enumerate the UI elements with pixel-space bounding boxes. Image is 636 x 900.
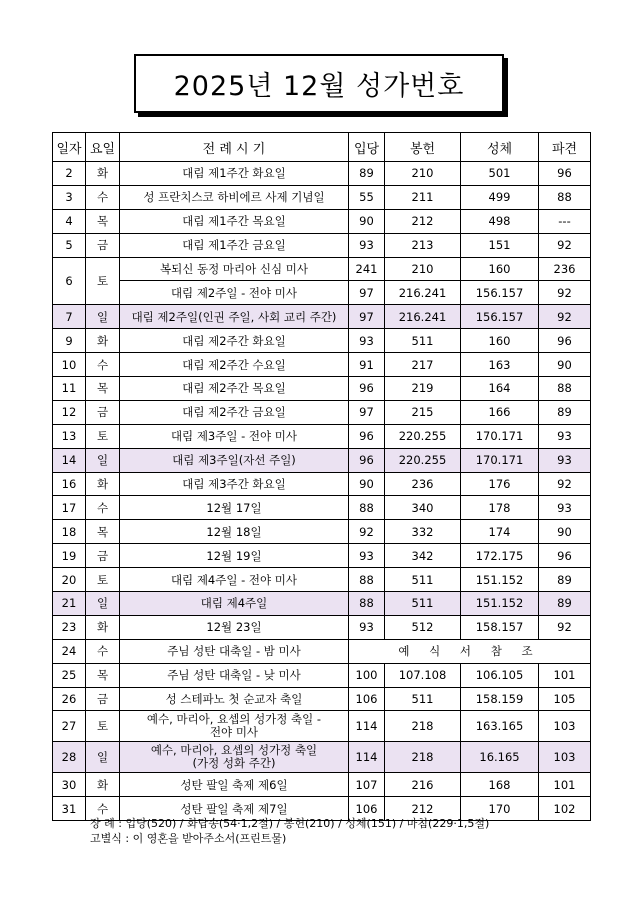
- communion-cell: 176: [461, 472, 539, 496]
- offertory-cell: 213: [385, 233, 461, 257]
- offertory-cell: 332: [385, 520, 461, 544]
- communion-cell: 501: [461, 162, 539, 186]
- offertory-cell: 511: [385, 592, 461, 616]
- communion-cell: 170.171: [461, 448, 539, 472]
- farewell-note: 고별식 : 이 영혼을 받아주소서(프린트물): [90, 832, 287, 845]
- table-row: [53, 305, 591, 329]
- table-body: [53, 162, 591, 821]
- table-row: [53, 353, 591, 377]
- day-cell: 19: [53, 544, 86, 568]
- occasion-cell: 대림 제1주간 목요일: [120, 209, 349, 233]
- day-cell: 31: [53, 797, 86, 821]
- col-header-weekday: 요일: [86, 133, 120, 162]
- weekday-cell: 수: [86, 639, 120, 663]
- day-cell: 18: [53, 520, 86, 544]
- merged-note-cell: 예 식 서 참 조: [349, 639, 591, 663]
- offertory-cell: 220.255: [385, 424, 461, 448]
- offertory-cell: 210: [385, 257, 461, 281]
- entrance-cell: 93: [349, 544, 385, 568]
- entrance-cell: 91: [349, 353, 385, 377]
- day-cell: 13: [53, 424, 86, 448]
- day-cell: 26: [53, 687, 86, 711]
- occasion-cell: 주님 성탄 대축일 - 낮 미사: [120, 663, 349, 687]
- col-header-entrance: 입당: [349, 133, 385, 162]
- dismissal-cell: 93: [539, 448, 591, 472]
- day-cell: 23: [53, 615, 86, 639]
- weekday-cell: 목: [86, 209, 120, 233]
- day-cell: 24: [53, 639, 86, 663]
- occasion-cell: 대림 제2주간 목요일: [120, 377, 349, 401]
- communion-cell: 499: [461, 185, 539, 209]
- weekday-cell: 일: [86, 448, 120, 472]
- offertory-cell: 107.108: [385, 663, 461, 687]
- occasion-cell: 대림 제1주간 금요일: [120, 233, 349, 257]
- table-row: [53, 281, 591, 305]
- dismissal-cell: ---: [539, 209, 591, 233]
- table-row: [53, 424, 591, 448]
- entrance-cell: 88: [349, 496, 385, 520]
- dismissal-cell: 101: [539, 773, 591, 797]
- day-cell: 20: [53, 568, 86, 592]
- dismissal-cell: 89: [539, 400, 591, 424]
- day-cell: 4: [53, 209, 86, 233]
- col-header-day: 일자: [53, 133, 86, 162]
- dismissal-cell: 88: [539, 377, 591, 401]
- day-cell: 6: [53, 257, 86, 305]
- day-cell: 16: [53, 472, 86, 496]
- offertory-cell: 212: [385, 209, 461, 233]
- dismissal-cell: 93: [539, 424, 591, 448]
- offertory-cell: 217: [385, 353, 461, 377]
- dismissal-cell: 96: [539, 329, 591, 353]
- day-cell: 30: [53, 773, 86, 797]
- dismissal-cell: 101: [539, 663, 591, 687]
- weekday-cell: 일: [86, 742, 120, 773]
- weekday-cell: 수: [86, 353, 120, 377]
- day-cell: 5: [53, 233, 86, 257]
- table-row: [53, 233, 591, 257]
- day-cell: 27: [53, 711, 86, 742]
- title-box: [134, 54, 504, 113]
- col-header-offertory: 봉헌: [385, 133, 461, 162]
- table-row: [53, 568, 591, 592]
- occasion-cell: 12월 17일: [120, 496, 349, 520]
- entrance-cell: 92: [349, 520, 385, 544]
- dismissal-cell: 103: [539, 711, 591, 742]
- offertory-cell: 210: [385, 162, 461, 186]
- communion-cell: 151: [461, 233, 539, 257]
- weekday-cell: 토: [86, 711, 120, 742]
- occasion-cell: 대림 제4주일 - 전야 미사: [120, 568, 349, 592]
- communion-cell: 158.159: [461, 687, 539, 711]
- weekday-cell: 목: [86, 520, 120, 544]
- communion-cell: 172.175: [461, 544, 539, 568]
- table-row: [53, 773, 591, 797]
- table-row: [53, 687, 591, 711]
- communion-cell: 174: [461, 520, 539, 544]
- offertory-cell: 220.255: [385, 448, 461, 472]
- day-cell: 11: [53, 377, 86, 401]
- dismissal-cell: 96: [539, 544, 591, 568]
- weekday-cell: 화: [86, 773, 120, 797]
- occasion-cell: 12월 19일: [120, 544, 349, 568]
- dismissal-cell: 89: [539, 592, 591, 616]
- occasion-cell: 예수, 마리아, 요셉의 성가정 축일 (가정 성화 주간): [120, 742, 349, 773]
- table-row: [53, 615, 591, 639]
- entrance-cell: 114: [349, 742, 385, 773]
- day-cell: 14: [53, 448, 86, 472]
- weekday-cell: 토: [86, 424, 120, 448]
- entrance-cell: 241: [349, 257, 385, 281]
- weekday-cell: 목: [86, 663, 120, 687]
- weekday-cell: 일: [86, 592, 120, 616]
- table-row: [53, 520, 591, 544]
- offertory-cell: 211: [385, 185, 461, 209]
- entrance-cell: 55: [349, 185, 385, 209]
- weekday-cell: 금: [86, 544, 120, 568]
- dismissal-cell: 103: [539, 742, 591, 773]
- communion-cell: 156.157: [461, 281, 539, 305]
- occasion-cell: 대림 제2주일(인권 주일, 사회 교리 주간): [120, 305, 349, 329]
- communion-cell: 168: [461, 773, 539, 797]
- table-row: [53, 448, 591, 472]
- entrance-cell: 93: [349, 329, 385, 353]
- offertory-cell: 218: [385, 742, 461, 773]
- entrance-cell: 97: [349, 281, 385, 305]
- entrance-cell: 93: [349, 615, 385, 639]
- col-header-liturgical-season: 전 례 시 기: [120, 133, 349, 162]
- communion-cell: 163: [461, 353, 539, 377]
- offertory-cell: 512: [385, 615, 461, 639]
- occasion-cell: 대림 제2주일 - 전야 미사: [120, 281, 349, 305]
- occasion-cell: 성탄 팔일 축제 제7일: [120, 797, 349, 821]
- table-row: [53, 257, 591, 281]
- offertory-cell: 215: [385, 400, 461, 424]
- table-row: [53, 329, 591, 353]
- weekday-cell: 수: [86, 797, 120, 821]
- table-row: [53, 209, 591, 233]
- entrance-cell: 96: [349, 377, 385, 401]
- dismissal-cell: 90: [539, 353, 591, 377]
- dismissal-cell: 92: [539, 615, 591, 639]
- communion-cell: 170.171: [461, 424, 539, 448]
- communion-cell: 160: [461, 257, 539, 281]
- entrance-cell: 88: [349, 592, 385, 616]
- occasion-cell: 대림 제3주일 - 전야 미사: [120, 424, 349, 448]
- occasion-cell: 대림 제4주일: [120, 592, 349, 616]
- table-row: [53, 496, 591, 520]
- entrance-cell: 90: [349, 209, 385, 233]
- table-row: [53, 711, 591, 742]
- table-row: [53, 742, 591, 773]
- communion-cell: 158.157: [461, 615, 539, 639]
- communion-cell: 164: [461, 377, 539, 401]
- entrance-cell: 97: [349, 305, 385, 329]
- communion-cell: 151.152: [461, 592, 539, 616]
- day-cell: 28: [53, 742, 86, 773]
- offertory-cell: 216.241: [385, 305, 461, 329]
- table-row: [53, 185, 591, 209]
- funeral-note: 장 례 : 입당(520) / 화답송(54·1,2절) / 봉헌(210) / 성체(151) / 마침(229·1,5절): [90, 817, 490, 830]
- entrance-cell: 90: [349, 472, 385, 496]
- col-header-dismissal: 파견: [539, 133, 591, 162]
- day-cell: 7: [53, 305, 86, 329]
- hymn-schedule-table: [52, 132, 591, 821]
- offertory-cell: 219: [385, 377, 461, 401]
- day-cell: 3: [53, 185, 86, 209]
- entrance-cell: 88: [349, 568, 385, 592]
- occasion-cell: 대림 제2주간 화요일: [120, 329, 349, 353]
- offertory-cell: 216.241: [385, 281, 461, 305]
- communion-cell: 178: [461, 496, 539, 520]
- weekday-cell: 토: [86, 568, 120, 592]
- entrance-cell: 93: [349, 233, 385, 257]
- dismissal-cell: 90: [539, 520, 591, 544]
- offertory-cell: 216: [385, 773, 461, 797]
- offertory-cell: 342: [385, 544, 461, 568]
- day-cell: 17: [53, 496, 86, 520]
- dismissal-cell: 92: [539, 233, 591, 257]
- day-cell: 21: [53, 592, 86, 616]
- table-row: [53, 639, 591, 663]
- offertory-cell: 236: [385, 472, 461, 496]
- entrance-cell: 114: [349, 711, 385, 742]
- occasion-cell: 주님 성탄 대축일 - 밤 미사: [120, 639, 349, 663]
- weekday-cell: 금: [86, 233, 120, 257]
- dismissal-cell: 88: [539, 185, 591, 209]
- communion-cell: 163.165: [461, 711, 539, 742]
- dismissal-cell: 105: [539, 687, 591, 711]
- entrance-cell: 100: [349, 663, 385, 687]
- dismissal-cell: 89: [539, 568, 591, 592]
- occasion-cell: 대림 제3주일(자선 주일): [120, 448, 349, 472]
- occasion-cell: 대림 제1주간 화요일: [120, 162, 349, 186]
- weekday-cell: 일: [86, 305, 120, 329]
- weekday-cell: 화: [86, 162, 120, 186]
- weekday-cell: 목: [86, 377, 120, 401]
- day-cell: 12: [53, 400, 86, 424]
- offertory-cell: 511: [385, 329, 461, 353]
- communion-cell: 160: [461, 329, 539, 353]
- offertory-cell: 218: [385, 711, 461, 742]
- communion-cell: 170: [461, 797, 539, 821]
- entrance-cell: 96: [349, 424, 385, 448]
- table-row: [53, 472, 591, 496]
- entrance-cell: 106: [349, 797, 385, 821]
- dismissal-cell: 92: [539, 305, 591, 329]
- dismissal-cell: 92: [539, 281, 591, 305]
- occasion-cell: 성탄 팔일 축제 제6일: [120, 773, 349, 797]
- day-cell: 2: [53, 162, 86, 186]
- entrance-cell: 96: [349, 448, 385, 472]
- dismissal-cell: 236: [539, 257, 591, 281]
- dismissal-cell: 96: [539, 162, 591, 186]
- occasion-cell: 대림 제3주간 화요일: [120, 472, 349, 496]
- page-title: 2025년 12월 성가번호: [173, 71, 465, 102]
- weekday-cell: 토: [86, 257, 120, 305]
- weekday-cell: 수: [86, 496, 120, 520]
- table-row: [53, 377, 591, 401]
- entrance-cell: 106: [349, 687, 385, 711]
- weekday-cell: 금: [86, 400, 120, 424]
- dismissal-cell: 102: [539, 797, 591, 821]
- day-cell: 9: [53, 329, 86, 353]
- table-row: [53, 592, 591, 616]
- entrance-cell: 89: [349, 162, 385, 186]
- day-cell: 25: [53, 663, 86, 687]
- communion-cell: 166: [461, 400, 539, 424]
- table-row: [53, 544, 591, 568]
- communion-cell: 106.105: [461, 663, 539, 687]
- occasion-cell: 대림 제2주간 금요일: [120, 400, 349, 424]
- offertory-cell: 511: [385, 568, 461, 592]
- occasion-cell: 12월 18일: [120, 520, 349, 544]
- offertory-cell: 340: [385, 496, 461, 520]
- dismissal-cell: 93: [539, 496, 591, 520]
- table-row: [53, 162, 591, 186]
- offertory-cell: 212: [385, 797, 461, 821]
- table-header-row: [53, 133, 591, 162]
- table-row: [53, 400, 591, 424]
- entrance-cell: 107: [349, 773, 385, 797]
- communion-cell: 16.165: [461, 742, 539, 773]
- weekday-cell: 화: [86, 472, 120, 496]
- occasion-cell: 복되신 동정 마리아 신심 미사: [120, 257, 349, 281]
- communion-cell: 498: [461, 209, 539, 233]
- occasion-cell: 성 프란치스코 하비에르 사제 기념일: [120, 185, 349, 209]
- communion-cell: 151.152: [461, 568, 539, 592]
- weekday-cell: 수: [86, 185, 120, 209]
- occasion-cell: 성 스테파노 첫 순교자 축일: [120, 687, 349, 711]
- occasion-cell: 12월 23일: [120, 615, 349, 639]
- table-row: [53, 663, 591, 687]
- dismissal-cell: 92: [539, 472, 591, 496]
- entrance-cell: 97: [349, 400, 385, 424]
- weekday-cell: 금: [86, 687, 120, 711]
- occasion-cell: 대림 제2주간 수요일: [120, 353, 349, 377]
- weekday-cell: 화: [86, 329, 120, 353]
- communion-cell: 156.157: [461, 305, 539, 329]
- day-cell: 10: [53, 353, 86, 377]
- occasion-cell: 예수, 마리아, 요셉의 성가정 축일 - 전야 미사: [120, 711, 349, 742]
- offertory-cell: 511: [385, 687, 461, 711]
- col-header-communion: 성체: [461, 133, 539, 162]
- weekday-cell: 화: [86, 615, 120, 639]
